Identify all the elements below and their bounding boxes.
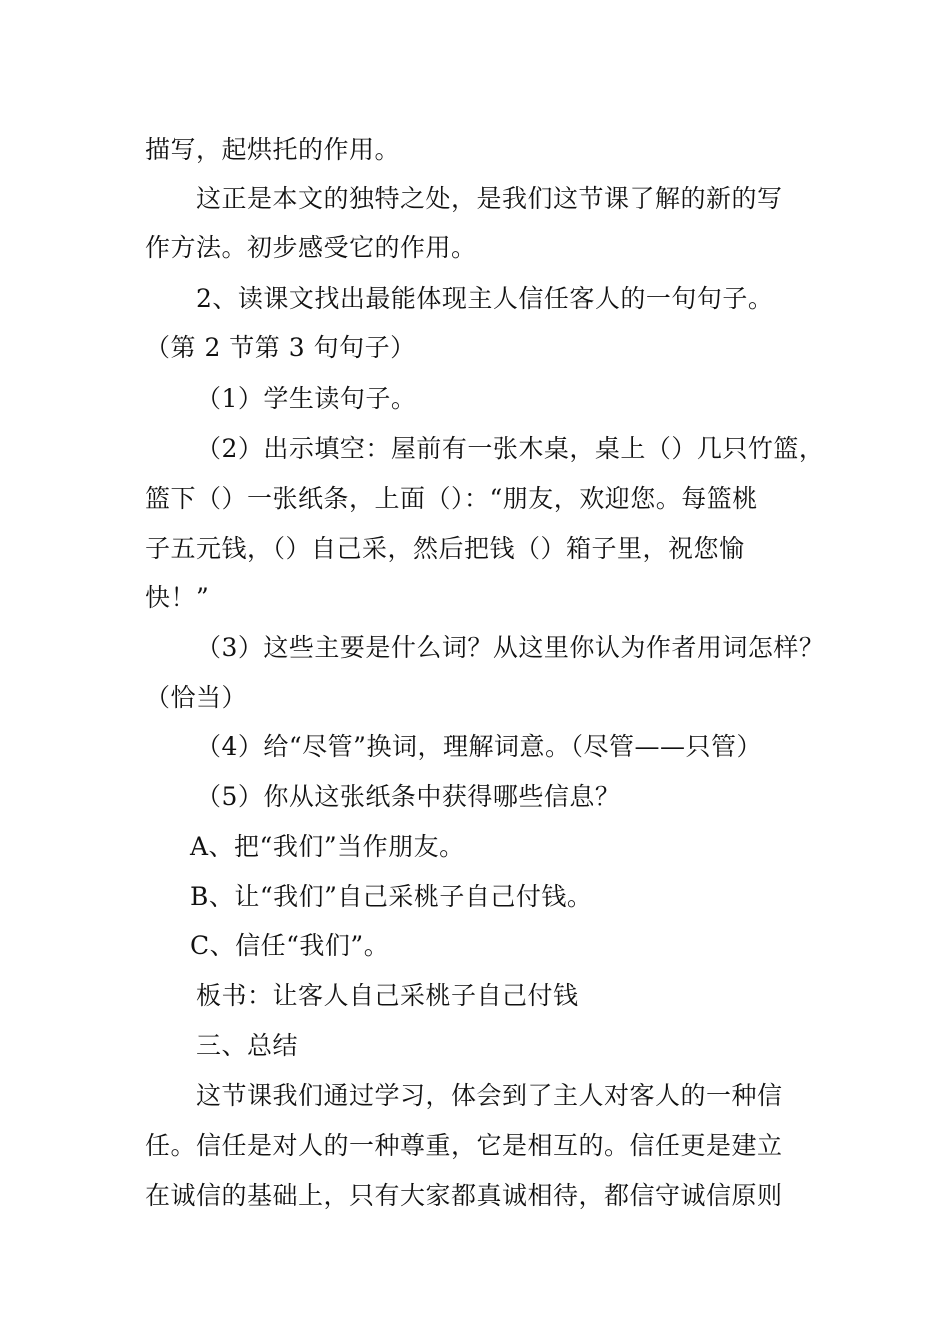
text-line: 描写，起烘托的作用。 — [145, 135, 401, 164]
text-line: （1）学生读句子。 — [196, 384, 417, 413]
text-line: （2）出示填空：屋前有一张木桌，桌上（）几只竹篮， — [196, 434, 825, 463]
text-line: 2、读课文找出最能体现主人信任客人的一句句子。 — [196, 284, 774, 313]
text-line: （5）你从这张纸条中获得哪些信息？ — [196, 782, 621, 811]
text-line: 板书：让客人自己采桃子自己付钱 — [196, 981, 579, 1010]
text-line: A、把“我们”当作朋友。 — [190, 832, 465, 861]
text-line: B、让“我们”自己采桃子自己付钱。 — [190, 882, 593, 911]
text-line: （3）这些主要是什么词？从这里你认为作者用词怎样？ — [196, 633, 825, 662]
text-line: 快！” — [145, 583, 210, 612]
text-line: 这节课我们通过学习，体会到了主人对客人的一种信 — [196, 1081, 783, 1110]
text-line: 篮下（）一张纸条，上面（）：“朋友，欢迎您。每篮桃 — [145, 484, 758, 513]
text-line: 在诚信的基础上，只有大家都真诚相待，都信守诚信原则 — [145, 1181, 783, 1210]
text-line: 任。信任是对人的一种尊重，它是相互的。信任更是建立 — [145, 1131, 783, 1160]
text-line: C、信任“我们”。 — [190, 931, 390, 960]
text-line: 三、总结 — [196, 1031, 299, 1060]
text-line: 作方法。初步感受它的作用。 — [145, 233, 477, 262]
text-line: （4）给“尽管”换词，理解词意。（尽管——只管） — [196, 732, 762, 761]
text-line: 这正是本文的独特之处，是我们这节课了解的新的写 — [196, 184, 783, 213]
text-line: 子五元钱，（）自己采，然后把钱（）箱子里，祝您愉 — [145, 534, 745, 563]
text-line: （第 2 节第 3 句句子） — [145, 333, 416, 362]
text-line: （恰当） — [145, 683, 248, 712]
